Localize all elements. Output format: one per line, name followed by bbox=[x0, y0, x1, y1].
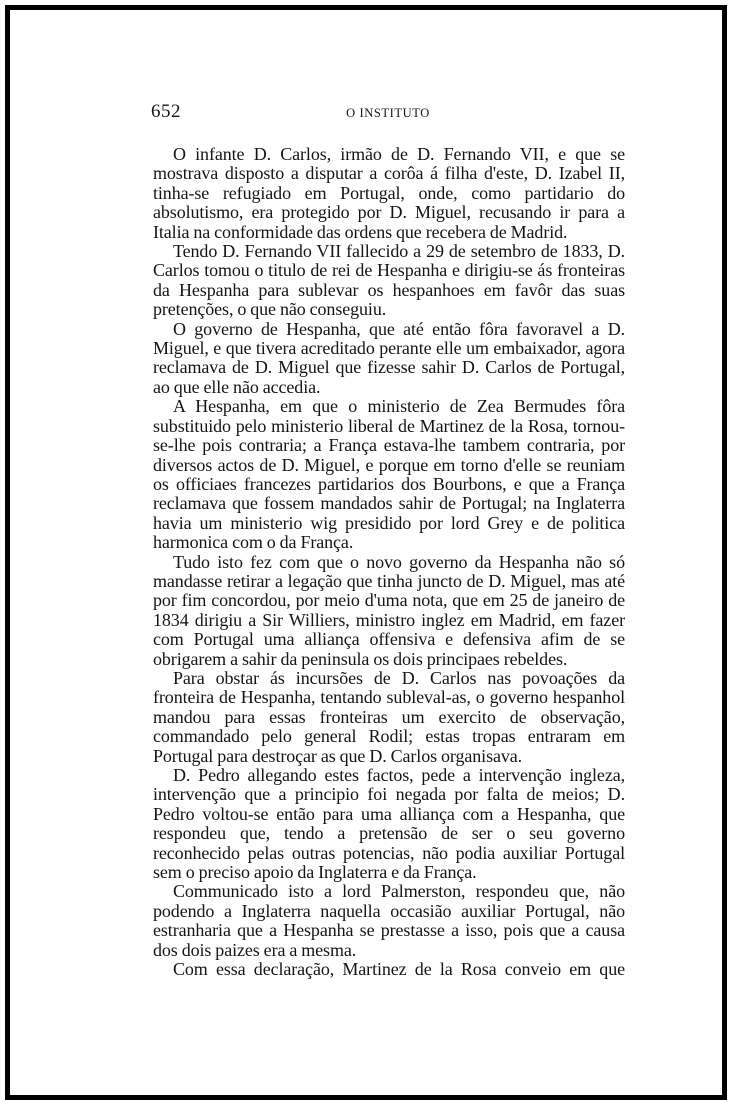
paragraph-9-continues: Com essa declaração, Martinez de la Rosa conveio em que bbox=[173, 959, 625, 980]
page-number: 652 bbox=[151, 101, 181, 122]
paragraph-7: D. Pedro allegando estes factos, pede a intervenção ingleza, intervenção que a principio foi negada por falta de meios; D. Pedro voltou-se então para uma alliança com a Hespanha, que respondeu que, tendo a pretensão de ser o seu governo reconhecido pelas outras potencias, não podia auxiliar Portugal sem o preciso apoio da Inglaterra e da França. bbox=[153, 765, 625, 883]
body-text bbox=[153, 145, 625, 979]
running-title: O INSTITUTO bbox=[346, 106, 430, 120]
paragraph-4: A Hespanha, em que o ministerio de Zea Bermudes fôra substituido pelo ministerio liberal de Martinez de la Rosa, tornou-se-lhe pois contraria; a França estava-lhe tambem contraria, por diversos actos de D. Miguel, e porque em torno d'elle se reuniam os officiaes francezes partidarios dos Bourbons, e que a França reclamava que fossem mandados sahir de Portugal; na Inglaterra havia um ministerio wig presidido por lord Grey e de politica harmonica com o da França. bbox=[153, 396, 625, 553]
paragraph-8: Communicado isto a lord Palmerston, respondeu que, não podendo a Inglaterra naquella occasião auxiliar Portugal, não estranharia que a Hespanha se prestasse a isso, pois que a causa dos dois paizes era a mesma. bbox=[153, 881, 625, 960]
page-header bbox=[151, 100, 625, 124]
paragraph-5: Tudo isto fez com que o novo governo da Hespanha não só mandasse retirar a legação que tinha juncto de D. Miguel, mas até por fim concordou, por meio d'uma nota, que em 25 de janeiro de 1834 dirigiu a Sir Williers, ministro inglez em Madrid, em fazer com Portugal uma alliança offensiva e defensiva afim de se obrigarem a sahir da peninsula os dois principaes rebeldes. bbox=[153, 551, 625, 669]
paragraph-2: Tendo D. Fernando VII fallecido a 29 de setembro de 1833, D. Carlos tomou o titulo de rei de Hespanha e dirigiu-se ás fronteiras da Hespanha para sublevar os hespanhoes em favôr das suas pretenções, o que não conseguiu. bbox=[153, 241, 625, 320]
paragraph-1: O infante D. Carlos, irmão de D. Fernando VII, e que se mostrava disposto a disputar a corôa á filha d'este, D. Izabel II, tinha-se refugiado em Portugal, onde, como partidario do absolutismo, era protegido por D. Miguel, recusando ir para a Italia na conformidade das ordens que recebera de Madrid. bbox=[153, 144, 625, 242]
paragraph-3: O governo de Hespanha, que até então fôra favoravel a D. Miguel, e que tivera acreditado perante elle um embaixador, agora reclamava de D. Miguel que fizesse sahir D. Carlos de Portugal, ao que elle não accedia. bbox=[153, 318, 625, 397]
paragraph-6: Para obstar ás incursões de D. Carlos nas povoações da fronteira de Hespanha, tentando subleval-as, o governo hespanhol mandou para essas fronteiras um exercito de observação, commandado pelo general Rodil; estas tropas entraram em Portugal para destroçar as que D. Carlos organisava. bbox=[153, 667, 625, 766]
